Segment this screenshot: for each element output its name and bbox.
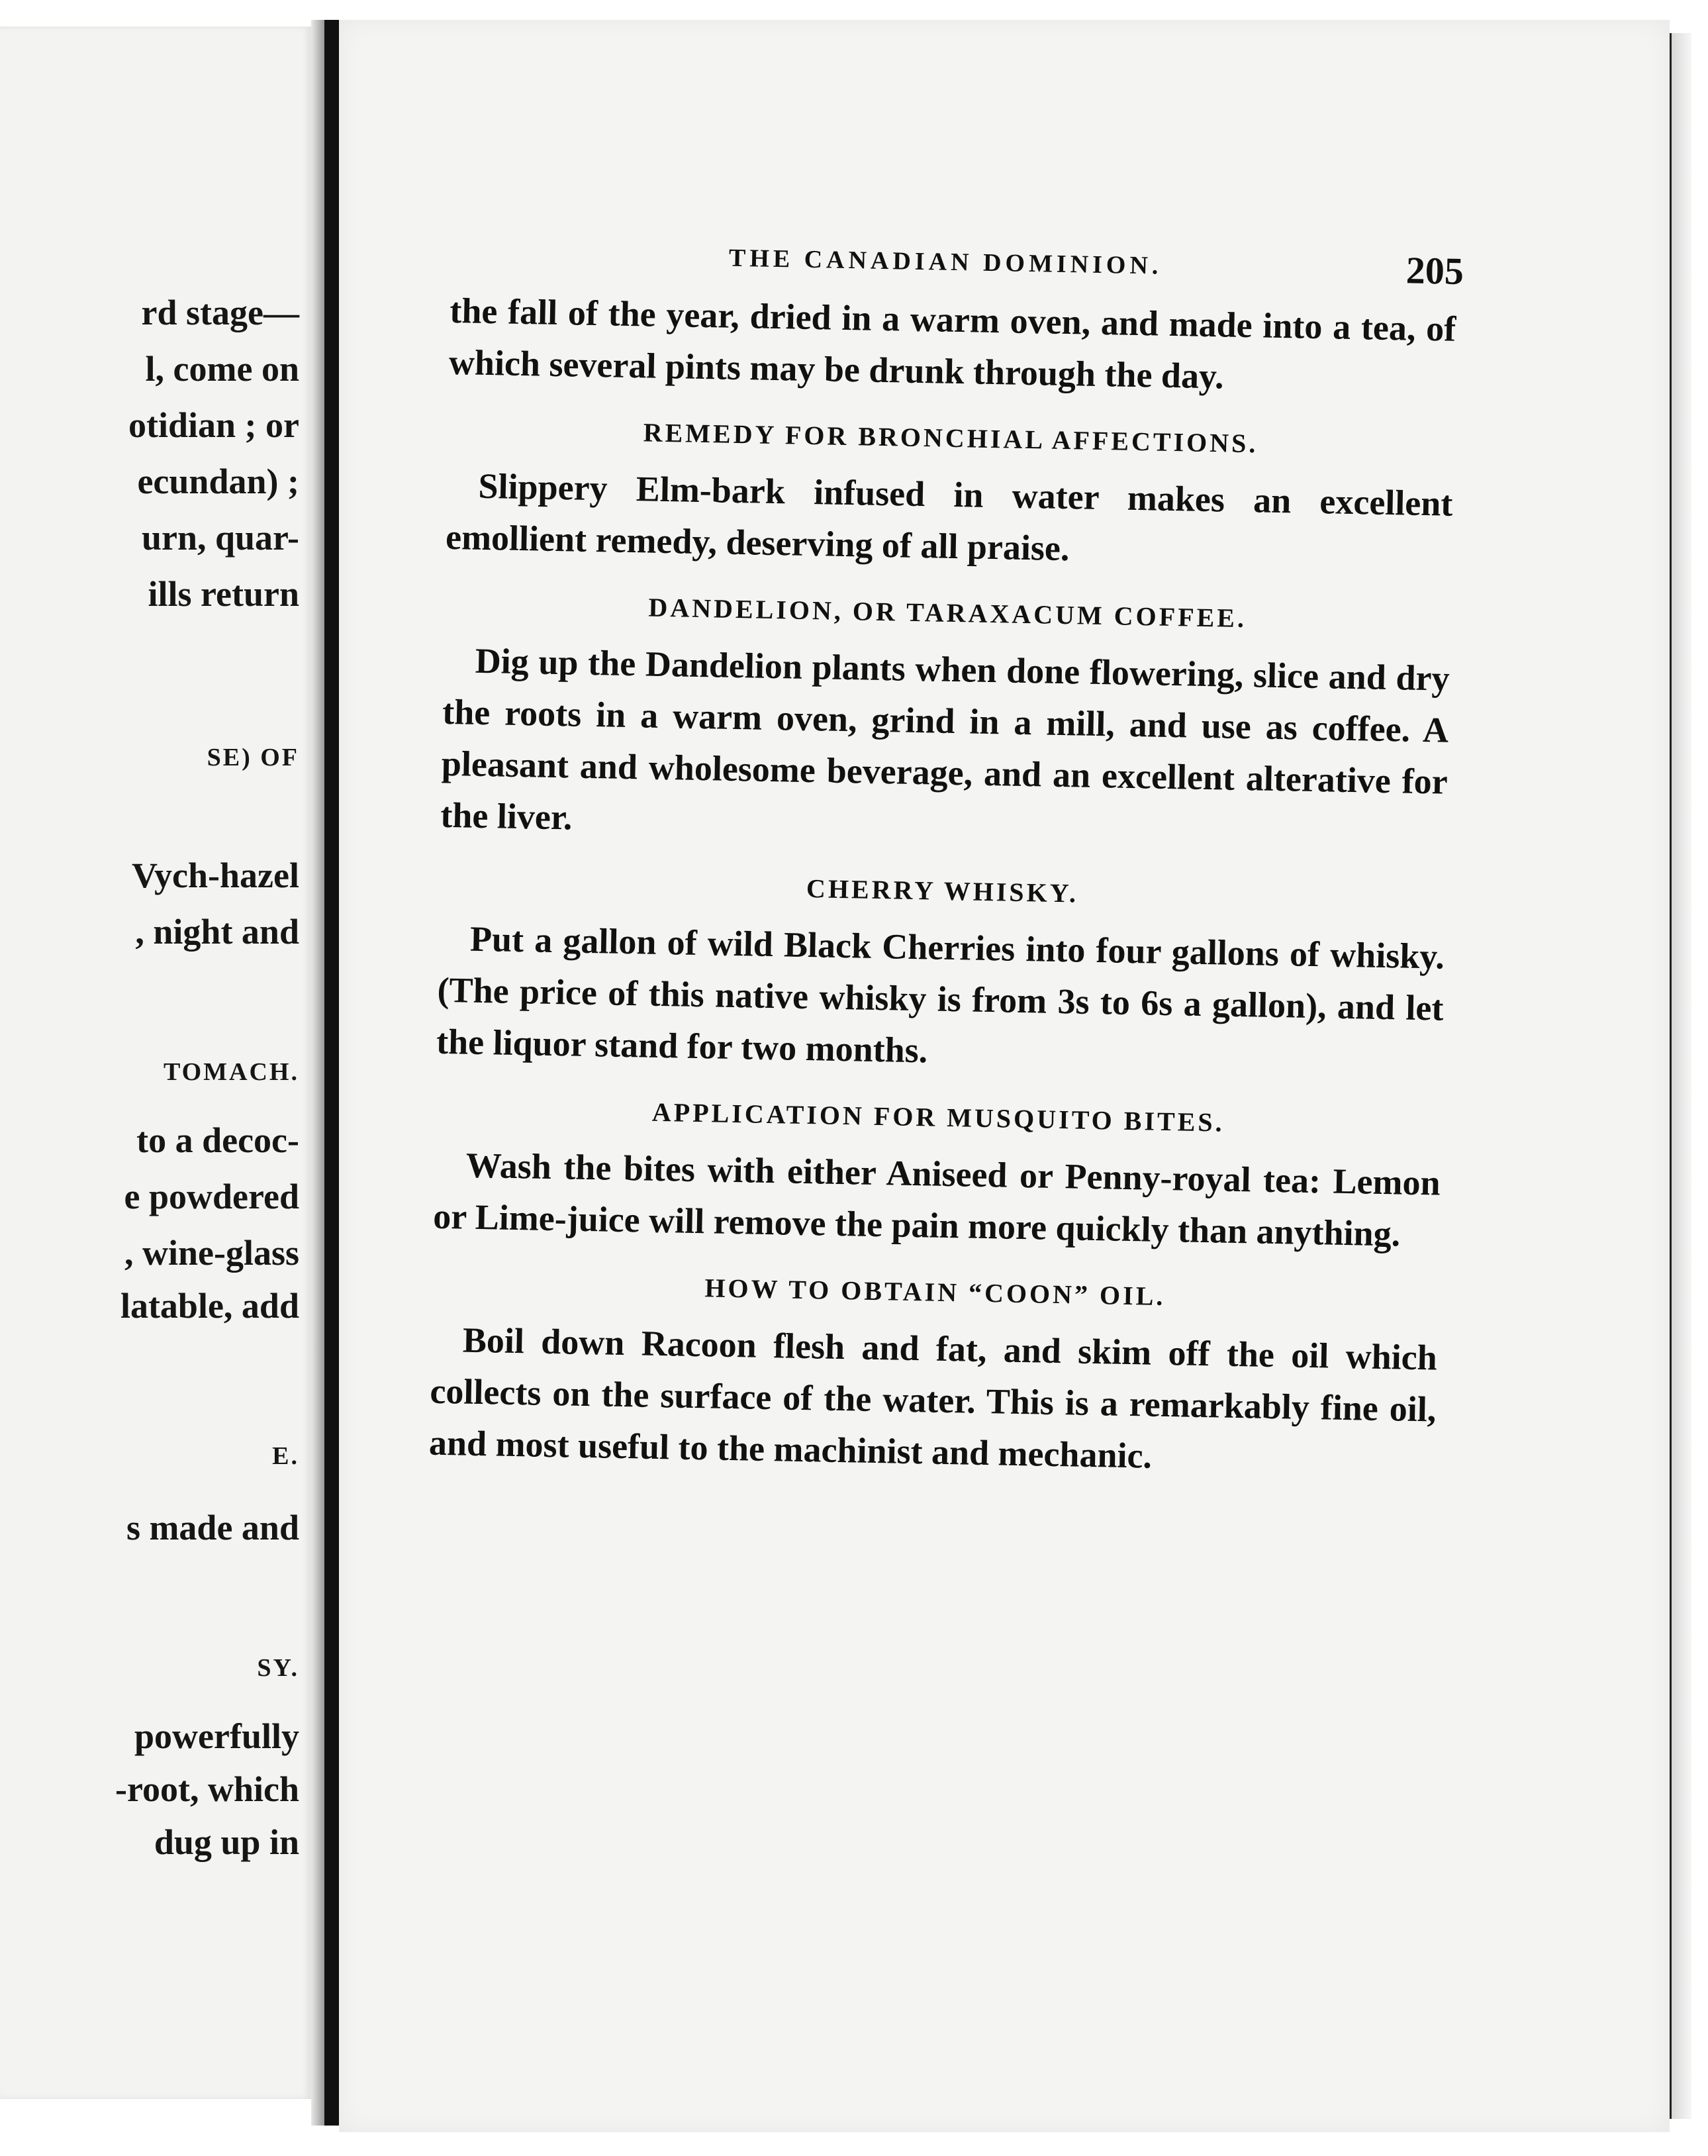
left-page-heading: SE) OF [207,744,299,771]
left-page-line: , wine-glass [124,1233,299,1273]
paragraph-cherry-whisky: Put a gallon of wild Black Cherries into four gallons of whisky. (The price of this native whisky is from 3s to 6s a gallon), and let the liquor stand for two months. [436,918,1445,1071]
page-number: 205 [1405,248,1464,293]
page-text-block [428,219,1464,1487]
left-page-line: l, come on [145,349,299,389]
paragraph-continuation: the fall of the year, dried in a warm oven, and made into a tea, of which several pints may be drunk through the day. [448,290,1456,397]
section-heading-coon-oil: HOW TO OBTAIN “COON” OIL. [704,1273,1166,1312]
left-page-line: latable, add [120,1286,299,1326]
section-heading-dandelion: DANDELION, OR TARAXACUM COFFEE. [648,592,1247,634]
left-page-heading: E. [272,1442,299,1470]
running-head [450,219,1464,297]
running-title: THE CANADIAN DOMINION. [728,244,1162,280]
left-page-heading: SY. [257,1654,299,1682]
left-facing-page [0,26,311,2099]
left-page-line: rd stage— [141,293,299,332]
page-edge [1670,33,1691,2119]
left-page-line: s made and [126,1508,299,1547]
section-heading-bronchial: REMEDY FOR BRONCHIAL AFFECTIONS. [643,417,1258,459]
right-page [339,20,1670,2132]
left-page-line: to a decoc- [136,1120,299,1160]
left-page-line: otidian ; or [128,405,299,445]
left-page-line: powerfully [134,1716,299,1756]
left-page-line: dug up in [154,1822,299,1862]
left-page-line: Vych-hazel [132,856,299,895]
left-page-line: urn, quar- [141,518,299,558]
gutter-shadow [311,20,324,2126]
paragraph-bronchial: Slippery Elm-bark infused in water makes an excellent emollient remedy, deserving of all praise. [445,466,1453,569]
left-page-heading: TOMACH. [163,1058,299,1086]
left-page-line: ecundan) ; [137,462,299,501]
left-page-line: , night and [135,912,299,952]
left-page-line: e powdered [124,1177,299,1216]
book-gutter [324,20,339,2126]
left-page-line: -root, which [115,1769,299,1809]
paragraph-musquito-bites: Wash the bites with either Aniseed or Penny-royal tea: Lemon or Lime-juice will remove the pain more quickly than anything. [432,1145,1441,1254]
section-heading-cherry-whisky: CHERRY WHISKY. [806,873,1079,908]
paragraph-dandelion: Dig up the Dandelion plants when done flowering, slice and dry the roots in a warm oven, grind in a mill, and use as coffee. A pleasant and wholesome beverage, and an excellent alterative for the liver. [440,640,1450,838]
paragraph-coon-oil: Boil down Racoon flesh and fat, and skim off the oil which collects on the surface of the water. This is a remarkably fine oil, and most useful to the machinist and mechanic. [428,1320,1438,1476]
left-page-line: ills return [148,574,299,614]
section-heading-musquito-bites: APPLICATION FOR MUSQUITO BITES. [651,1097,1225,1138]
